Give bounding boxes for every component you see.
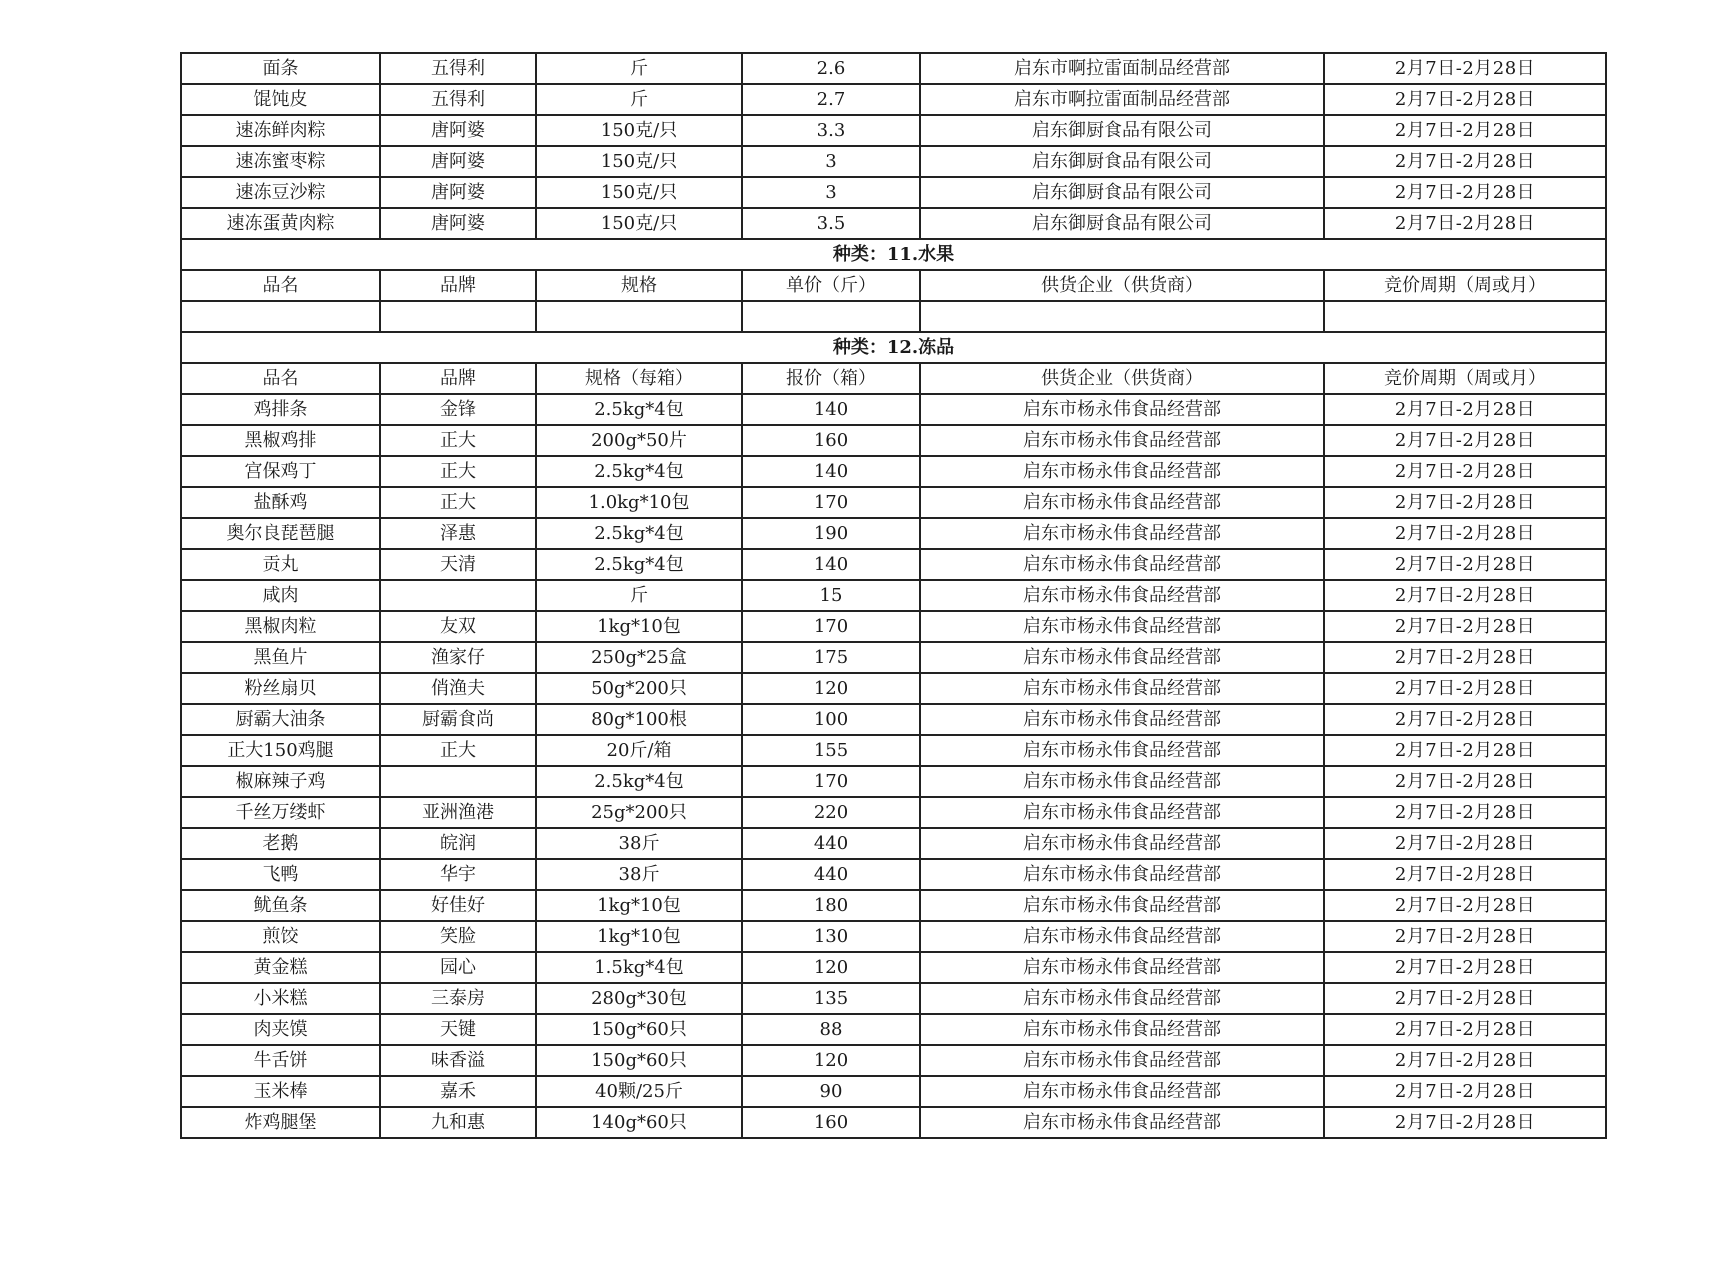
cell-name: 盐酥鸡 [181,487,380,518]
cell-brand: 正大 [380,425,536,456]
cell-price: 440 [742,859,920,890]
cell-period: 2月7日-2月28日 [1324,673,1606,704]
cell-brand: 园心 [380,952,536,983]
header-row-frozen [181,363,1606,394]
cell-empty [181,301,380,332]
cell-period: 2月7日-2月28日 [1324,642,1606,673]
cell-price: 140 [742,394,920,425]
cell-supplier: 启东市杨永伟食品经营部 [920,921,1324,952]
cell-spec: 150g*60只 [536,1014,742,1045]
cell-period: 2月7日-2月28日 [1324,115,1606,146]
section-title: 种类：11.水果 [181,239,1606,270]
cell-price: 120 [742,673,920,704]
table-row [181,1107,1606,1138]
cell-name: 黄金糕 [181,952,380,983]
cell-brand: 嘉禾 [380,1076,536,1107]
table-row [181,146,1606,177]
cell-name: 肉夹馍 [181,1014,380,1045]
cell-period: 2月7日-2月28日 [1324,828,1606,859]
header-name: 品名 [181,270,380,301]
table-row [181,859,1606,890]
cell-supplier: 启东市杨永伟食品经营部 [920,1076,1324,1107]
cell-period: 2月7日-2月28日 [1324,518,1606,549]
cell-period: 2月7日-2月28日 [1324,456,1606,487]
cell-price: 135 [742,983,920,1014]
cell-spec: 280g*30包 [536,983,742,1014]
cell-price: 160 [742,1107,920,1138]
cell-spec: 2.5kg*4包 [536,394,742,425]
table-row [181,580,1606,611]
cell-price: 120 [742,1045,920,1076]
cell-price: 160 [742,425,920,456]
cell-supplier: 启东御厨食品有限公司 [920,177,1324,208]
cell-period: 2月7日-2月28日 [1324,890,1606,921]
cell-empty [920,301,1324,332]
cell-period: 2月7日-2月28日 [1324,487,1606,518]
cell-spec: 1.5kg*4包 [536,952,742,983]
cell-supplier: 启东御厨食品有限公司 [920,208,1324,239]
cell-spec: 150克/只 [536,115,742,146]
cell-supplier: 启东市杨永伟食品经营部 [920,425,1324,456]
cell-brand: 华宇 [380,859,536,890]
cell-empty [536,301,742,332]
table-row [181,53,1606,84]
cell-name: 牛舌饼 [181,1045,380,1076]
cell-spec: 1.0kg*10包 [536,487,742,518]
cell-supplier: 启东市杨永伟食品经营部 [920,487,1324,518]
cell-name: 煎饺 [181,921,380,952]
cell-brand: 皖润 [380,828,536,859]
cell-period: 2月7日-2月28日 [1324,859,1606,890]
table-row [181,177,1606,208]
cell-name: 黑鱼片 [181,642,380,673]
table-row [181,704,1606,735]
cell-supplier: 启东市杨永伟食品经营部 [920,580,1324,611]
cell-spec: 斤 [536,84,742,115]
cell-supplier: 启东市杨永伟食品经营部 [920,859,1324,890]
cell-supplier: 启东市杨永伟食品经营部 [920,890,1324,921]
cell-brand: 俏渔夫 [380,673,536,704]
cell-supplier: 启东市杨永伟食品经营部 [920,518,1324,549]
cell-period: 2月7日-2月28日 [1324,735,1606,766]
table-row [181,115,1606,146]
cell-brand: 泽惠 [380,518,536,549]
header-period: 竞价周期（周或月） [1324,270,1606,301]
table-body [181,53,1606,1138]
cell-spec: 38斤 [536,828,742,859]
header-spec: 规格 [536,270,742,301]
cell-supplier: 启东御厨食品有限公司 [920,115,1324,146]
cell-spec: 150g*60只 [536,1045,742,1076]
cell-name: 鸡排条 [181,394,380,425]
cell-spec: 150克/只 [536,177,742,208]
cell-name: 咸肉 [181,580,380,611]
cell-supplier: 启东市杨永伟食品经营部 [920,952,1324,983]
cell-name: 奥尔良琵琶腿 [181,518,380,549]
cell-brand: 五得利 [380,53,536,84]
cell-period: 2月7日-2月28日 [1324,952,1606,983]
cell-price: 100 [742,704,920,735]
cell-name: 粉丝扇贝 [181,673,380,704]
cell-price: 15 [742,580,920,611]
cell-brand: 五得利 [380,84,536,115]
cell-brand: 三泰房 [380,983,536,1014]
cell-brand: 九和惠 [380,1107,536,1138]
header-name: 品名 [181,363,380,394]
cell-brand: 亚洲渔港 [380,797,536,828]
cell-spec: 200g*50片 [536,425,742,456]
cell-period: 2月7日-2月28日 [1324,611,1606,642]
table-row [181,208,1606,239]
cell-brand: 笑脸 [380,921,536,952]
section-fruit-title-row [181,239,1606,270]
cell-period: 2月7日-2月28日 [1324,580,1606,611]
price-table [180,52,1607,1139]
cell-price: 170 [742,766,920,797]
cell-period: 2月7日-2月28日 [1324,394,1606,425]
section-frozen-title-row [181,332,1606,363]
cell-price: 220 [742,797,920,828]
cell-supplier: 启东市杨永伟食品经营部 [920,642,1324,673]
cell-price: 3.5 [742,208,920,239]
cell-supplier: 启东市杨永伟食品经营部 [920,983,1324,1014]
table-row [181,425,1606,456]
cell-brand: 味香溢 [380,1045,536,1076]
cell-price: 3.3 [742,115,920,146]
cell-name: 老鹅 [181,828,380,859]
cell-brand: 唐阿婆 [380,115,536,146]
cell-spec: 250g*25盒 [536,642,742,673]
cell-price: 130 [742,921,920,952]
cell-brand: 厨霸食尚 [380,704,536,735]
cell-period: 2月7日-2月28日 [1324,921,1606,952]
cell-period: 2月7日-2月28日 [1324,1045,1606,1076]
table-row [181,673,1606,704]
cell-brand: 好佳好 [380,890,536,921]
header-brand: 品牌 [380,363,536,394]
table-row [181,456,1606,487]
cell-empty [380,301,536,332]
cell-name: 飞鸭 [181,859,380,890]
cell-spec: 1kg*10包 [536,890,742,921]
cell-period: 2月7日-2月28日 [1324,53,1606,84]
cell-supplier: 启东市杨永伟食品经营部 [920,1107,1324,1138]
cell-price: 155 [742,735,920,766]
cell-supplier: 启东市杨永伟食品经营部 [920,1014,1324,1045]
cell-brand: 唐阿婆 [380,177,536,208]
cell-period: 2月7日-2月28日 [1324,549,1606,580]
cell-spec: 1kg*10包 [536,611,742,642]
cell-name: 速冻蛋黄肉粽 [181,208,380,239]
table-row [181,1045,1606,1076]
header-price: 报价（箱） [742,363,920,394]
cell-spec: 140g*60只 [536,1107,742,1138]
cell-brand: 天键 [380,1014,536,1045]
header-period: 竞价周期（周或月） [1324,363,1606,394]
header-price: 单价（斤） [742,270,920,301]
cell-price: 440 [742,828,920,859]
cell-price: 170 [742,487,920,518]
cell-supplier: 启东市杨永伟食品经营部 [920,456,1324,487]
cell-price: 90 [742,1076,920,1107]
cell-period: 2月7日-2月28日 [1324,983,1606,1014]
table-row [181,983,1606,1014]
cell-spec: 150克/只 [536,208,742,239]
cell-period: 2月7日-2月28日 [1324,766,1606,797]
cell-brand: 友双 [380,611,536,642]
header-supplier: 供货企业（供货商） [920,363,1324,394]
cell-spec: 2.5kg*4包 [536,456,742,487]
cell-price: 175 [742,642,920,673]
cell-spec: 斤 [536,53,742,84]
cell-supplier: 启东市杨永伟食品经营部 [920,735,1324,766]
cell-brand: 渔家仔 [380,642,536,673]
cell-spec: 1kg*10包 [536,921,742,952]
table-row [181,1076,1606,1107]
cell-name: 速冻豆沙粽 [181,177,380,208]
cell-name: 鱿鱼条 [181,890,380,921]
cell-spec: 25g*200只 [536,797,742,828]
table-row [181,828,1606,859]
cell-period: 2月7日-2月28日 [1324,704,1606,735]
cell-supplier: 启东市杨永伟食品经营部 [920,1045,1324,1076]
table-row [181,549,1606,580]
cell-brand: 正大 [380,456,536,487]
cell-spec: 40颗/25斤 [536,1076,742,1107]
cell-period: 2月7日-2月28日 [1324,84,1606,115]
cell-supplier: 启东御厨食品有限公司 [920,146,1324,177]
cell-supplier: 启东市杨永伟食品经营部 [920,673,1324,704]
cell-name: 宫保鸡丁 [181,456,380,487]
cell-name: 馄饨皮 [181,84,380,115]
cell-name: 玉米棒 [181,1076,380,1107]
empty-row-fruit [181,301,1606,332]
cell-empty [1324,301,1606,332]
header-brand: 品牌 [380,270,536,301]
cell-spec: 斤 [536,580,742,611]
cell-spec: 2.5kg*4包 [536,549,742,580]
cell-brand: 唐阿婆 [380,146,536,177]
cell-price: 120 [742,952,920,983]
cell-brand: 天清 [380,549,536,580]
cell-period: 2月7日-2月28日 [1324,1076,1606,1107]
cell-supplier: 启东市杨永伟食品经营部 [920,394,1324,425]
cell-brand: 金锋 [380,394,536,425]
cell-period: 2月7日-2月28日 [1324,208,1606,239]
cell-name: 黑椒肉粒 [181,611,380,642]
table-row [181,611,1606,642]
cell-price: 190 [742,518,920,549]
header-spec: 规格（每箱） [536,363,742,394]
table-row [181,487,1606,518]
cell-spec: 20斤/箱 [536,735,742,766]
cell-empty [742,301,920,332]
cell-supplier: 启东市杨永伟食品经营部 [920,704,1324,735]
cell-supplier: 启东市杨永伟食品经营部 [920,611,1324,642]
table-row [181,518,1606,549]
cell-brand [380,766,536,797]
cell-supplier: 启东市杨永伟食品经营部 [920,828,1324,859]
cell-price: 170 [742,611,920,642]
cell-name: 椒麻辣子鸡 [181,766,380,797]
cell-brand [380,580,536,611]
table-row [181,797,1606,828]
cell-name: 面条 [181,53,380,84]
table-row [181,766,1606,797]
cell-name: 速冻鲜肉粽 [181,115,380,146]
table-row [181,394,1606,425]
cell-brand: 唐阿婆 [380,208,536,239]
cell-name: 炸鸡腿堡 [181,1107,380,1138]
cell-name: 千丝万缕虾 [181,797,380,828]
table-row [181,642,1606,673]
cell-spec: 2.5kg*4包 [536,766,742,797]
cell-price: 140 [742,549,920,580]
cell-brand: 正大 [380,735,536,766]
cell-period: 2月7日-2月28日 [1324,1014,1606,1045]
cell-period: 2月7日-2月28日 [1324,1107,1606,1138]
table-row [181,890,1606,921]
cell-period: 2月7日-2月28日 [1324,146,1606,177]
cell-spec: 2.5kg*4包 [536,518,742,549]
cell-period: 2月7日-2月28日 [1324,425,1606,456]
cell-spec: 50g*200只 [536,673,742,704]
table-row [181,1014,1606,1045]
cell-price: 88 [742,1014,920,1045]
cell-name: 厨霸大油条 [181,704,380,735]
cell-supplier: 启东市杨永伟食品经营部 [920,797,1324,828]
cell-supplier: 启东市杨永伟食品经营部 [920,766,1324,797]
cell-brand: 正大 [380,487,536,518]
cell-name: 贡丸 [181,549,380,580]
cell-spec: 150克/只 [536,146,742,177]
cell-period: 2月7日-2月28日 [1324,177,1606,208]
cell-period: 2月7日-2月28日 [1324,797,1606,828]
cell-name: 正大150鸡腿 [181,735,380,766]
cell-spec: 38斤 [536,859,742,890]
table-row [181,952,1606,983]
header-row-fruit [181,270,1606,301]
cell-price: 2.6 [742,53,920,84]
cell-name: 小米糕 [181,983,380,1014]
table-row [181,84,1606,115]
header-supplier: 供货企业（供货商） [920,270,1324,301]
cell-price: 140 [742,456,920,487]
cell-supplier: 启东市啊拉雷面制品经营部 [920,53,1324,84]
cell-name: 黑椒鸡排 [181,425,380,456]
cell-supplier: 启东市啊拉雷面制品经营部 [920,84,1324,115]
cell-name: 速冻蜜枣粽 [181,146,380,177]
table-row [181,735,1606,766]
cell-spec: 80g*100根 [536,704,742,735]
section-title: 种类：12.冻品 [181,332,1606,363]
cell-supplier: 启东市杨永伟食品经营部 [920,549,1324,580]
cell-price: 3 [742,146,920,177]
table-row [181,921,1606,952]
cell-price: 3 [742,177,920,208]
cell-price: 180 [742,890,920,921]
cell-price: 2.7 [742,84,920,115]
